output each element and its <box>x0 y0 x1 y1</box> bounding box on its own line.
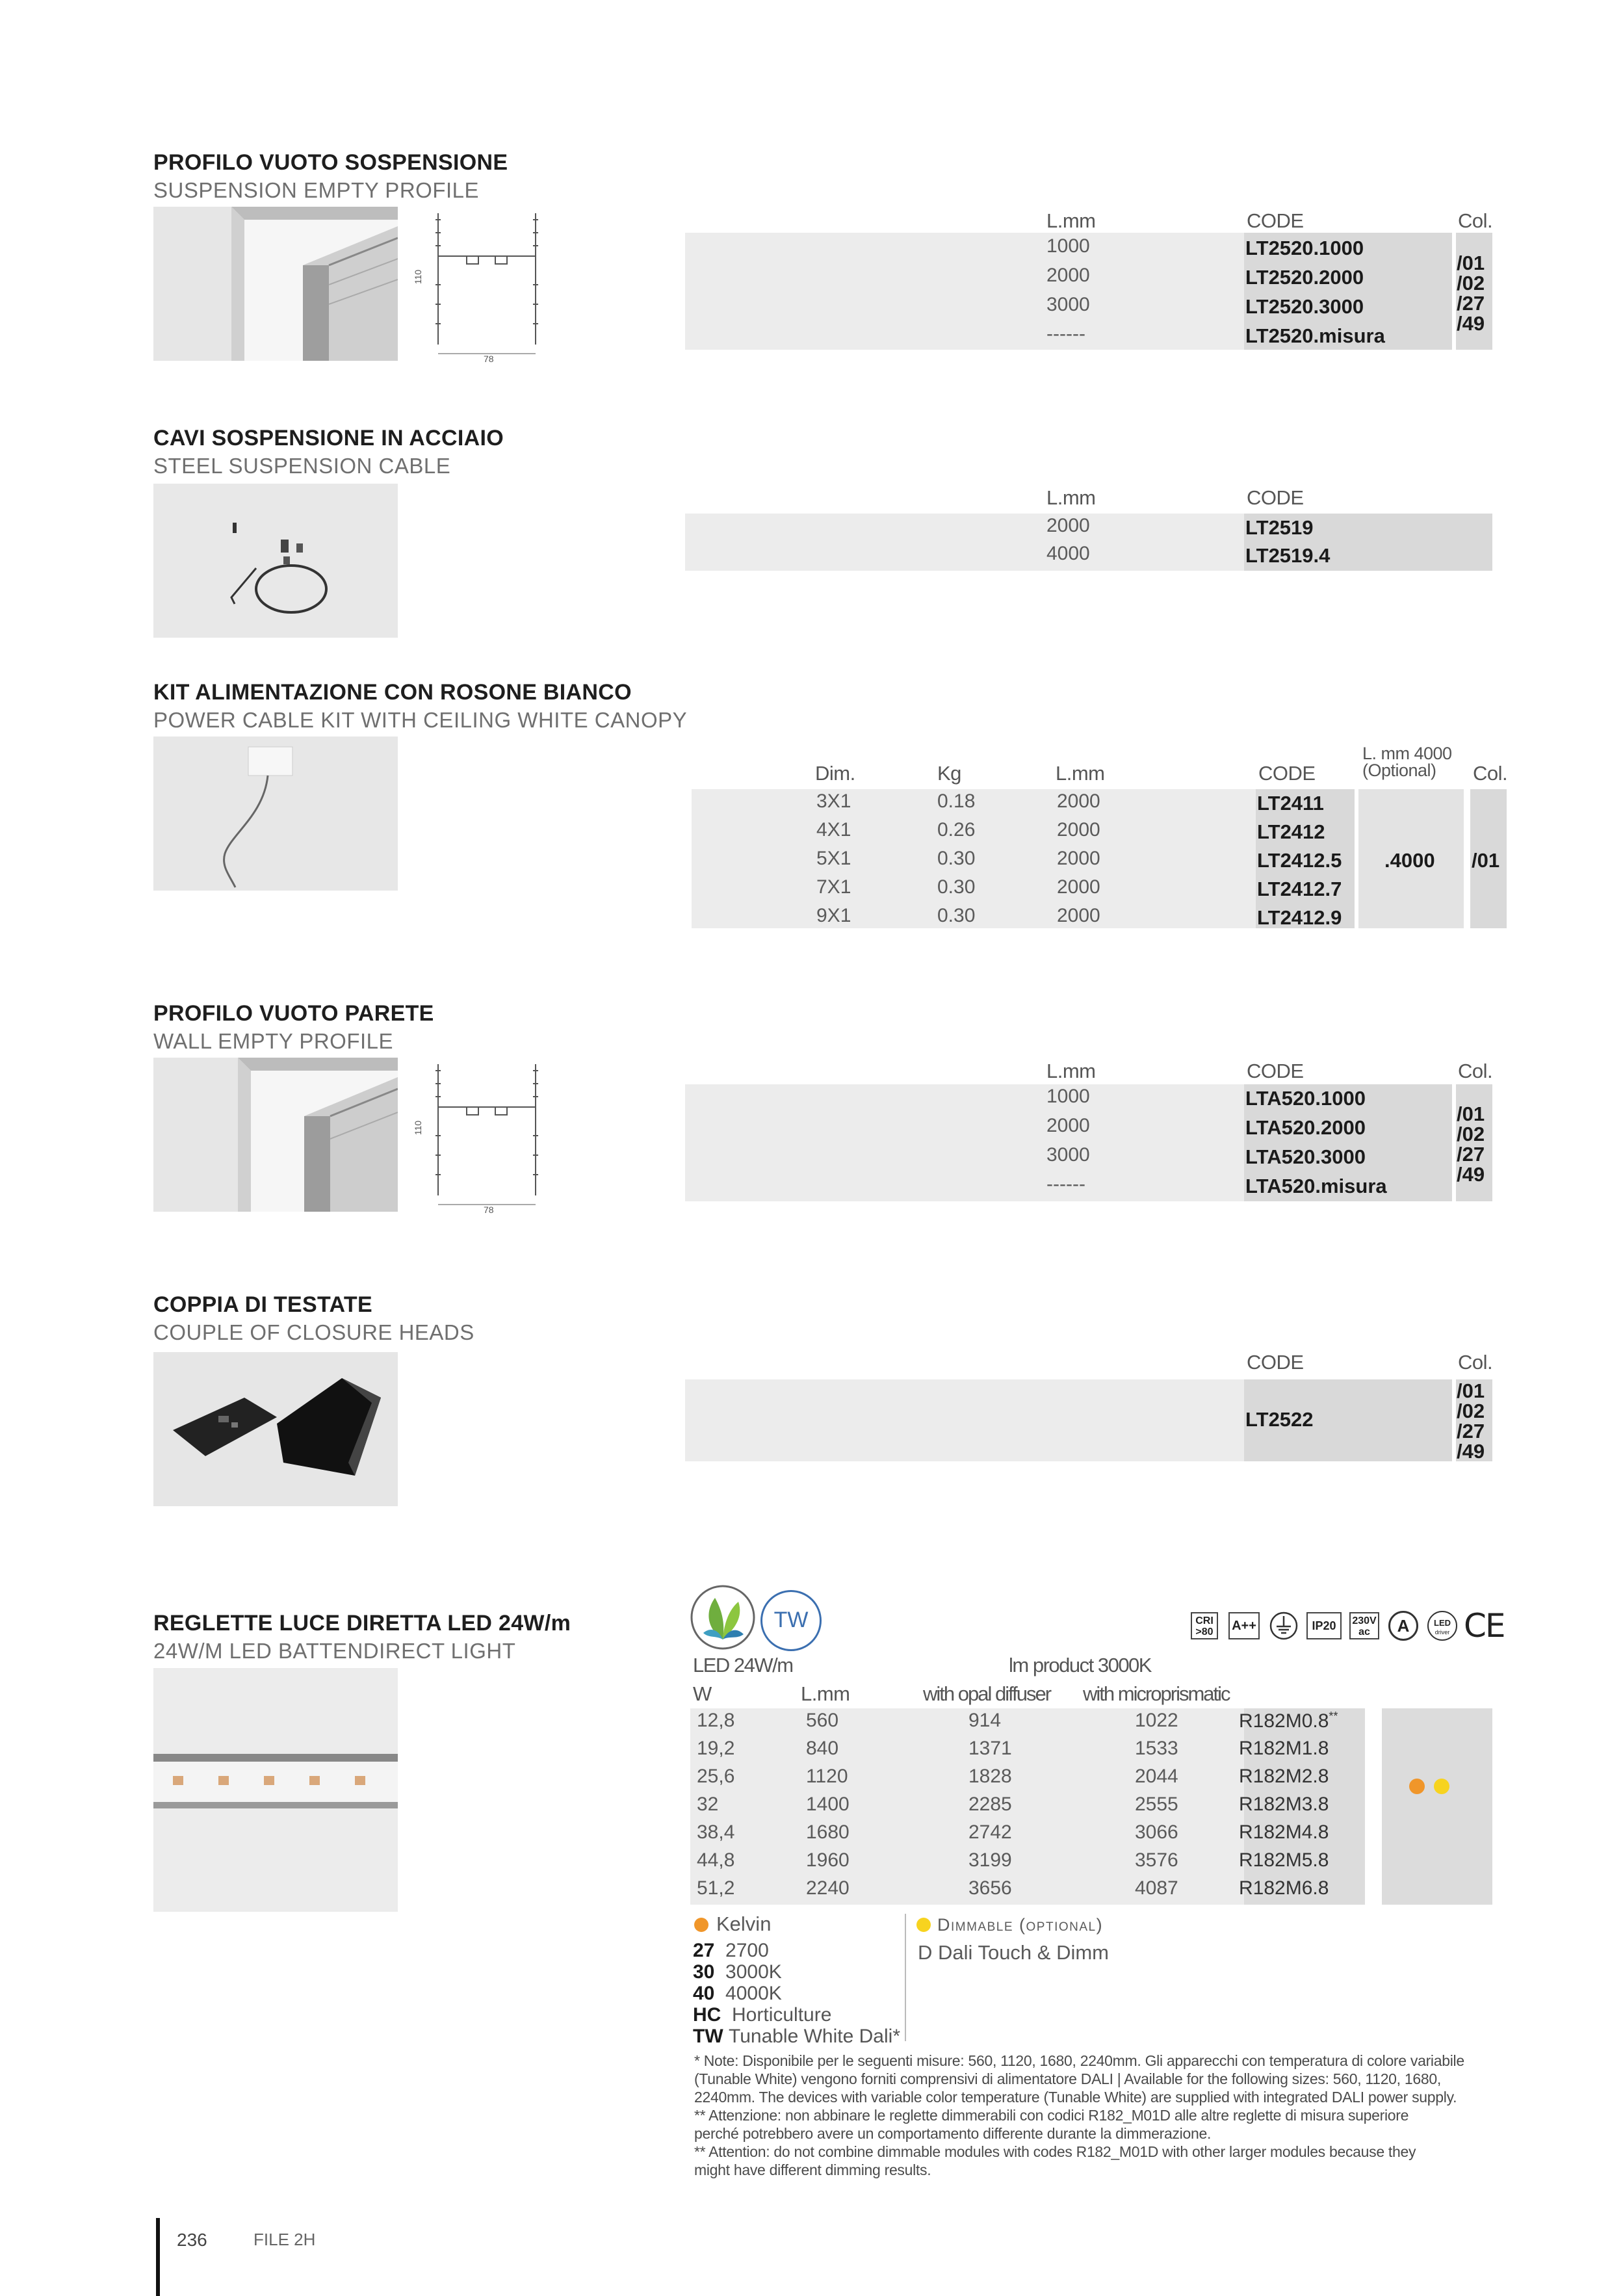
product-code: LT2522 <box>1245 1408 1314 1431</box>
drawing-width-label: 78 <box>484 1205 494 1215</box>
footnote-line: ** Attention: do not combine dimmable modules with codes R182_M01D with other larger modules because they <box>694 2143 1416 2160</box>
row-lmm: 1000 <box>1046 1086 1090 1107</box>
row-lmm: 2000 <box>1046 1115 1090 1136</box>
row-lmm: ------ <box>1046 1173 1085 1195</box>
cri-label: CRI <box>1195 1615 1214 1626</box>
table-rows <box>1046 515 1090 571</box>
row-kg: 0.18 <box>937 790 976 812</box>
steel-cable-image <box>153 484 398 638</box>
section-title-it: CAVI SOSPENSIONE IN ACCIAIO <box>153 426 504 450</box>
kelvin-list <box>693 1940 900 2047</box>
voltage-label: 230V <box>1352 1615 1377 1626</box>
kelvin-legend-dot-icon <box>694 1918 708 1932</box>
profile-technical-drawing <box>413 207 552 366</box>
row-lmm: ------ <box>1046 323 1085 345</box>
dimmable-dot-icon <box>1434 1779 1449 1794</box>
row-lmm: 3000 <box>1046 294 1090 315</box>
dimmable-title: Dimmable (optional) <box>937 1915 1104 1935</box>
row-lmm: 840 <box>806 1738 839 1759</box>
kelvin-title: Kelvin <box>716 1912 772 1935</box>
drawing-height-label: 110 <box>413 1120 424 1136</box>
header-opal: with opal diffuser <box>923 1682 1051 1705</box>
led-label: LED <box>1434 1618 1451 1628</box>
legend-divider <box>905 1914 906 2041</box>
color-code: /02 <box>1457 1400 1485 1422</box>
header-col: Col. <box>1458 1060 1493 1082</box>
color-code: /27 <box>1457 1420 1485 1442</box>
section-title-en: POWER CABLE KIT WITH CEILING WHITE CANOPY <box>153 708 688 732</box>
section-title-en: COUPLE OF CLOSURE HEADS <box>153 1320 474 1344</box>
row-micro: 3066 <box>1135 1821 1178 1843</box>
kelvin-key: HC <box>693 2004 721 2026</box>
section-title-en: WALL EMPTY PROFILE <box>153 1029 394 1053</box>
ground-symbol <box>1269 1611 1299 1641</box>
row-lmm: 2000 <box>1057 905 1100 926</box>
row-opal: 2285 <box>968 1794 1012 1815</box>
kelvin-item <box>693 1983 900 2004</box>
suspension-profile-image <box>153 207 398 361</box>
table-rows <box>1046 1086 1090 1203</box>
row-lmm: 1680 <box>806 1821 850 1843</box>
row-lmm: 2000 <box>1057 848 1100 869</box>
section-title-en: 24W/M LED BATTENDIRECT LIGHT <box>153 1639 516 1663</box>
footer-bar <box>156 2218 160 2296</box>
product-code: LTA520.3000 <box>1245 1145 1366 1168</box>
section-title-it: REGLETTE LUCE DIRETTA LED 24W/m <box>153 1611 571 1636</box>
table-band <box>685 514 1244 571</box>
row-w: 25,6 <box>697 1766 735 1787</box>
product-code: LT2520.1000 <box>1245 237 1364 259</box>
product-code: R182M1.8 <box>1239 1738 1329 1759</box>
leaf-icon <box>689 1584 757 1651</box>
page-number: 236 <box>177 2230 207 2250</box>
kelvin-dot-icon <box>1409 1779 1425 1794</box>
row-opal: 1828 <box>968 1766 1012 1787</box>
row-micro: 3576 <box>1135 1849 1178 1871</box>
kelvin-value: 3000K <box>725 1961 782 1983</box>
row-kg: 0.30 <box>937 848 976 869</box>
drawing-width-label: 78 <box>484 354 494 364</box>
color-code: /01 <box>1457 1379 1485 1402</box>
color-options <box>1457 1104 1485 1184</box>
header-code: CODE <box>1247 209 1304 232</box>
row-lmm: 2000 <box>1046 515 1090 536</box>
dimmable-legend-dot-icon <box>916 1918 931 1932</box>
kelvin-value: Horticulture <box>732 2004 832 2026</box>
color-code: /01 <box>1472 849 1500 872</box>
row-lmm: 1000 <box>1046 235 1090 257</box>
product-code: LT2520.2000 <box>1245 266 1364 289</box>
color-options <box>1457 253 1485 333</box>
micro-column <box>1135 1710 1178 1905</box>
kelvin-value: 2700 <box>725 1940 769 1961</box>
footnote-line: perché potrebbero avere un comportamento differente durante la dimmerazione. <box>694 2125 1212 2142</box>
row-lmm: 2240 <box>806 1877 850 1899</box>
row-opal: 1371 <box>968 1738 1012 1759</box>
ce-mark-icon: CE <box>1464 1607 1505 1645</box>
row-dim: 5X1 <box>816 848 851 869</box>
row-opal: 914 <box>968 1710 1002 1731</box>
color-code: /49 <box>1457 312 1485 335</box>
code-text: R182M0.8 <box>1239 1710 1329 1732</box>
table-band <box>685 233 1244 350</box>
header-lmm: L.mm <box>1046 1060 1096 1082</box>
lmm-column <box>806 1710 850 1905</box>
product-code: LT2520.3000 <box>1245 295 1364 318</box>
tw-badge: TW <box>760 1590 822 1651</box>
color-code: /49 <box>1457 1440 1485 1463</box>
row-dim: 3X1 <box>816 790 851 812</box>
kelvin-value: 4000K <box>725 1983 782 2004</box>
cri-icon <box>1191 1612 1218 1639</box>
kelvin-key: 40 <box>693 1983 715 2004</box>
footnotes <box>694 2052 1500 2179</box>
product-code: LT2412 <box>1257 820 1325 843</box>
header-optional-label: (Optional) <box>1362 761 1436 780</box>
energy-class-icon: A++ <box>1228 1612 1260 1639</box>
kelvin-item <box>693 2026 900 2047</box>
product-code <box>1239 1710 1338 1738</box>
header-kg: Kg <box>937 762 961 785</box>
row-kg: 0.26 <box>937 819 976 841</box>
color-options <box>1457 1381 1485 1461</box>
header-optional <box>1362 745 1452 779</box>
color-code: /49 <box>1457 1163 1485 1186</box>
product-code: LT2412.5 <box>1257 849 1342 872</box>
product-code: LT2412.7 <box>1257 878 1342 900</box>
wall-profile-image <box>153 1058 398 1212</box>
section-title-it: PROFILO VUOTO SOSPENSIONE <box>153 150 508 175</box>
optional-code: .4000 <box>1384 849 1435 872</box>
product-code: LTA520.misura <box>1245 1175 1387 1197</box>
header-dim: Dim. <box>815 762 855 785</box>
closure-heads-image <box>153 1352 398 1506</box>
kelvin-key: 27 <box>693 1940 715 1961</box>
product-photo <box>153 1352 398 1506</box>
led-driver-icon <box>1427 1611 1457 1641</box>
cri-value: >80 <box>1195 1626 1214 1637</box>
row-lmm: 2000 <box>1057 876 1100 898</box>
header-lmm: L.mm <box>1046 209 1096 232</box>
product-code: LTA520.2000 <box>1245 1116 1366 1139</box>
row-w: 44,8 <box>697 1849 735 1871</box>
row-kg: 0.30 <box>937 876 976 898</box>
header-lmm: L.mm <box>1056 762 1105 785</box>
color-code: /01 <box>1457 252 1485 274</box>
row-lmm: 1120 <box>806 1766 848 1787</box>
kelvin-key: 30 <box>693 1961 715 1983</box>
product-photo <box>153 1668 398 1912</box>
color-temperature-column <box>1382 1708 1492 1905</box>
kelvin-item <box>693 2004 900 2026</box>
section-title-en: SUSPENSION EMPTY PROFILE <box>153 178 480 202</box>
table-rows <box>1046 235 1090 352</box>
row-w: 51,2 <box>697 1877 735 1899</box>
color-code: /27 <box>1457 292 1485 315</box>
row-w: 19,2 <box>697 1738 735 1759</box>
product-code: LT2519.4 <box>1245 544 1331 567</box>
row-micro: 1022 <box>1135 1710 1178 1731</box>
footnote-line: (Tunable White) vengono forniti comprensivi di alimentatore DALI | Available for the following sizes: 560, 1120, 1680, <box>694 2070 1441 2087</box>
voltage-type: ac <box>1358 1626 1370 1637</box>
product-code: LT2519 <box>1245 516 1314 539</box>
product-code: LT2520.misura <box>1245 324 1385 347</box>
drawing-height-label: 110 <box>413 269 424 285</box>
row-lmm: 560 <box>806 1710 839 1731</box>
header-optional-length: L. mm 4000 <box>1362 744 1452 763</box>
opal-column <box>968 1710 1012 1905</box>
header-lmm: L.mm <box>1046 486 1096 509</box>
power-cable-kit-image <box>153 737 398 891</box>
color-code: /02 <box>1457 272 1485 294</box>
header-col: Col. <box>1458 1351 1493 1374</box>
header-code: CODE <box>1247 1060 1304 1082</box>
dim-column <box>816 790 851 933</box>
group-lm-header: lm product 3000K <box>1009 1654 1151 1676</box>
footnote-line: ** Attenzione: non abbinare le reglette dimmerabili con codici R182_M01D alle altre reglette di misura superiore <box>694 2107 1409 2124</box>
led-codes <box>1239 1710 1338 1905</box>
row-lmm: 2000 <box>1057 819 1100 841</box>
product-code: R182M2.8 <box>1239 1766 1329 1787</box>
row-micro: 4087 <box>1135 1877 1178 1899</box>
product-photo <box>153 207 398 361</box>
row-dim: 4X1 <box>816 819 851 841</box>
product-code: LTA520.1000 <box>1245 1087 1366 1110</box>
table-band <box>685 1084 1244 1201</box>
header-code: CODE <box>1258 762 1316 785</box>
row-dim: 7X1 <box>816 876 851 898</box>
header-code: CODE <box>1247 486 1304 509</box>
kelvin-item <box>693 1940 900 1961</box>
product-code: R182M4.8 <box>1239 1821 1329 1843</box>
dimmable-item: D Dali Touch & Dimm <box>918 1941 1110 1964</box>
row-lmm: 1960 <box>806 1849 850 1871</box>
product-code: R182M5.8 <box>1239 1849 1329 1871</box>
row-w: 38,4 <box>697 1821 735 1843</box>
code-note: ** <box>1329 1710 1338 1723</box>
product-photo <box>153 1058 398 1212</box>
lmm-column <box>1057 790 1100 933</box>
profile-section-drawing <box>416 1058 552 1217</box>
earth-ground-icon <box>1269 1611 1299 1641</box>
section-title-it: COPPIA DI TESTATE <box>153 1292 372 1317</box>
section-title-en: STEEL SUSPENSION CABLE <box>153 454 451 478</box>
row-opal: 3199 <box>968 1849 1012 1871</box>
table-band <box>685 1379 1244 1461</box>
row-lmm: 3000 <box>1046 1144 1090 1166</box>
kg-column <box>937 790 975 933</box>
row-lmm: 2000 <box>1046 265 1090 286</box>
footnote-line: might have different dimming results. <box>694 2161 931 2178</box>
row-w: 32 <box>697 1794 719 1815</box>
kelvin-key: TW <box>693 2026 723 2047</box>
kelvin-item <box>693 1961 900 1983</box>
header-code: CODE <box>1247 1351 1304 1374</box>
product-code: R182M3.8 <box>1239 1794 1329 1815</box>
row-opal: 2742 <box>968 1821 1012 1843</box>
row-micro: 2044 <box>1135 1766 1178 1787</box>
product-photo <box>153 484 398 638</box>
group-led-header: LED 24W/m <box>693 1654 793 1676</box>
row-micro: 1533 <box>1135 1738 1178 1759</box>
row-lmm: 2000 <box>1057 790 1100 812</box>
header-lmm: L.mm <box>801 1682 850 1705</box>
header-col: Col. <box>1458 209 1493 232</box>
header-col: Col. <box>1473 762 1508 785</box>
footnote-line: * Note: Disponibile per le seguenti misure: 560, 1120, 1680, 2240mm. Gli apparecchi con temperatura di colore variabile <box>694 2052 1464 2069</box>
product-photo <box>153 737 398 891</box>
row-lmm: 1400 <box>806 1794 850 1815</box>
product-code: LT2411 <box>1257 792 1324 815</box>
header-micro: with microprismatic <box>1083 1682 1230 1705</box>
row-lmm: 4000 <box>1046 543 1090 564</box>
product-code: LT2412.9 <box>1257 906 1342 929</box>
color-code: /27 <box>1457 1143 1485 1166</box>
color-code: /01 <box>1457 1102 1485 1125</box>
row-kg: 0.30 <box>937 905 976 926</box>
footnote-line: 2240mm. The devices with variable color temperature (Tunable White) are supplied with integrated DALI power supply. <box>694 2089 1457 2106</box>
color-code: /02 <box>1457 1123 1485 1145</box>
row-micro: 2555 <box>1135 1794 1178 1815</box>
row-w: 12,8 <box>697 1710 735 1731</box>
ip-rating-icon: IP20 <box>1306 1612 1342 1639</box>
row-opal: 3656 <box>968 1877 1012 1899</box>
section-title-it: KIT ALIMENTAZIONE CON ROSONE BIANCO <box>153 680 632 705</box>
row-dim: 9X1 <box>816 905 851 926</box>
table-codes <box>1245 1087 1387 1204</box>
led-batten-image <box>153 1668 398 1912</box>
table-codes <box>1245 237 1385 354</box>
profile-section-drawing <box>416 207 552 366</box>
voltage-icon <box>1349 1612 1379 1639</box>
file-label: FILE 2H <box>253 2230 316 2249</box>
a-mark-icon: A <box>1388 1611 1418 1641</box>
driver-label: driver <box>1435 1629 1450 1636</box>
profile-technical-drawing <box>413 1058 552 1217</box>
w-column <box>697 1710 734 1905</box>
header-w: W <box>693 1682 712 1705</box>
table-codes <box>1257 792 1342 935</box>
product-code: R182M6.8 <box>1239 1877 1329 1899</box>
section-title-it: PROFILO VUOTO PARETE <box>153 1001 434 1026</box>
table-codes <box>1245 516 1330 572</box>
eco-leaf-icon <box>689 1584 757 1651</box>
kelvin-value: Tunable White Dali* <box>728 2026 900 2047</box>
